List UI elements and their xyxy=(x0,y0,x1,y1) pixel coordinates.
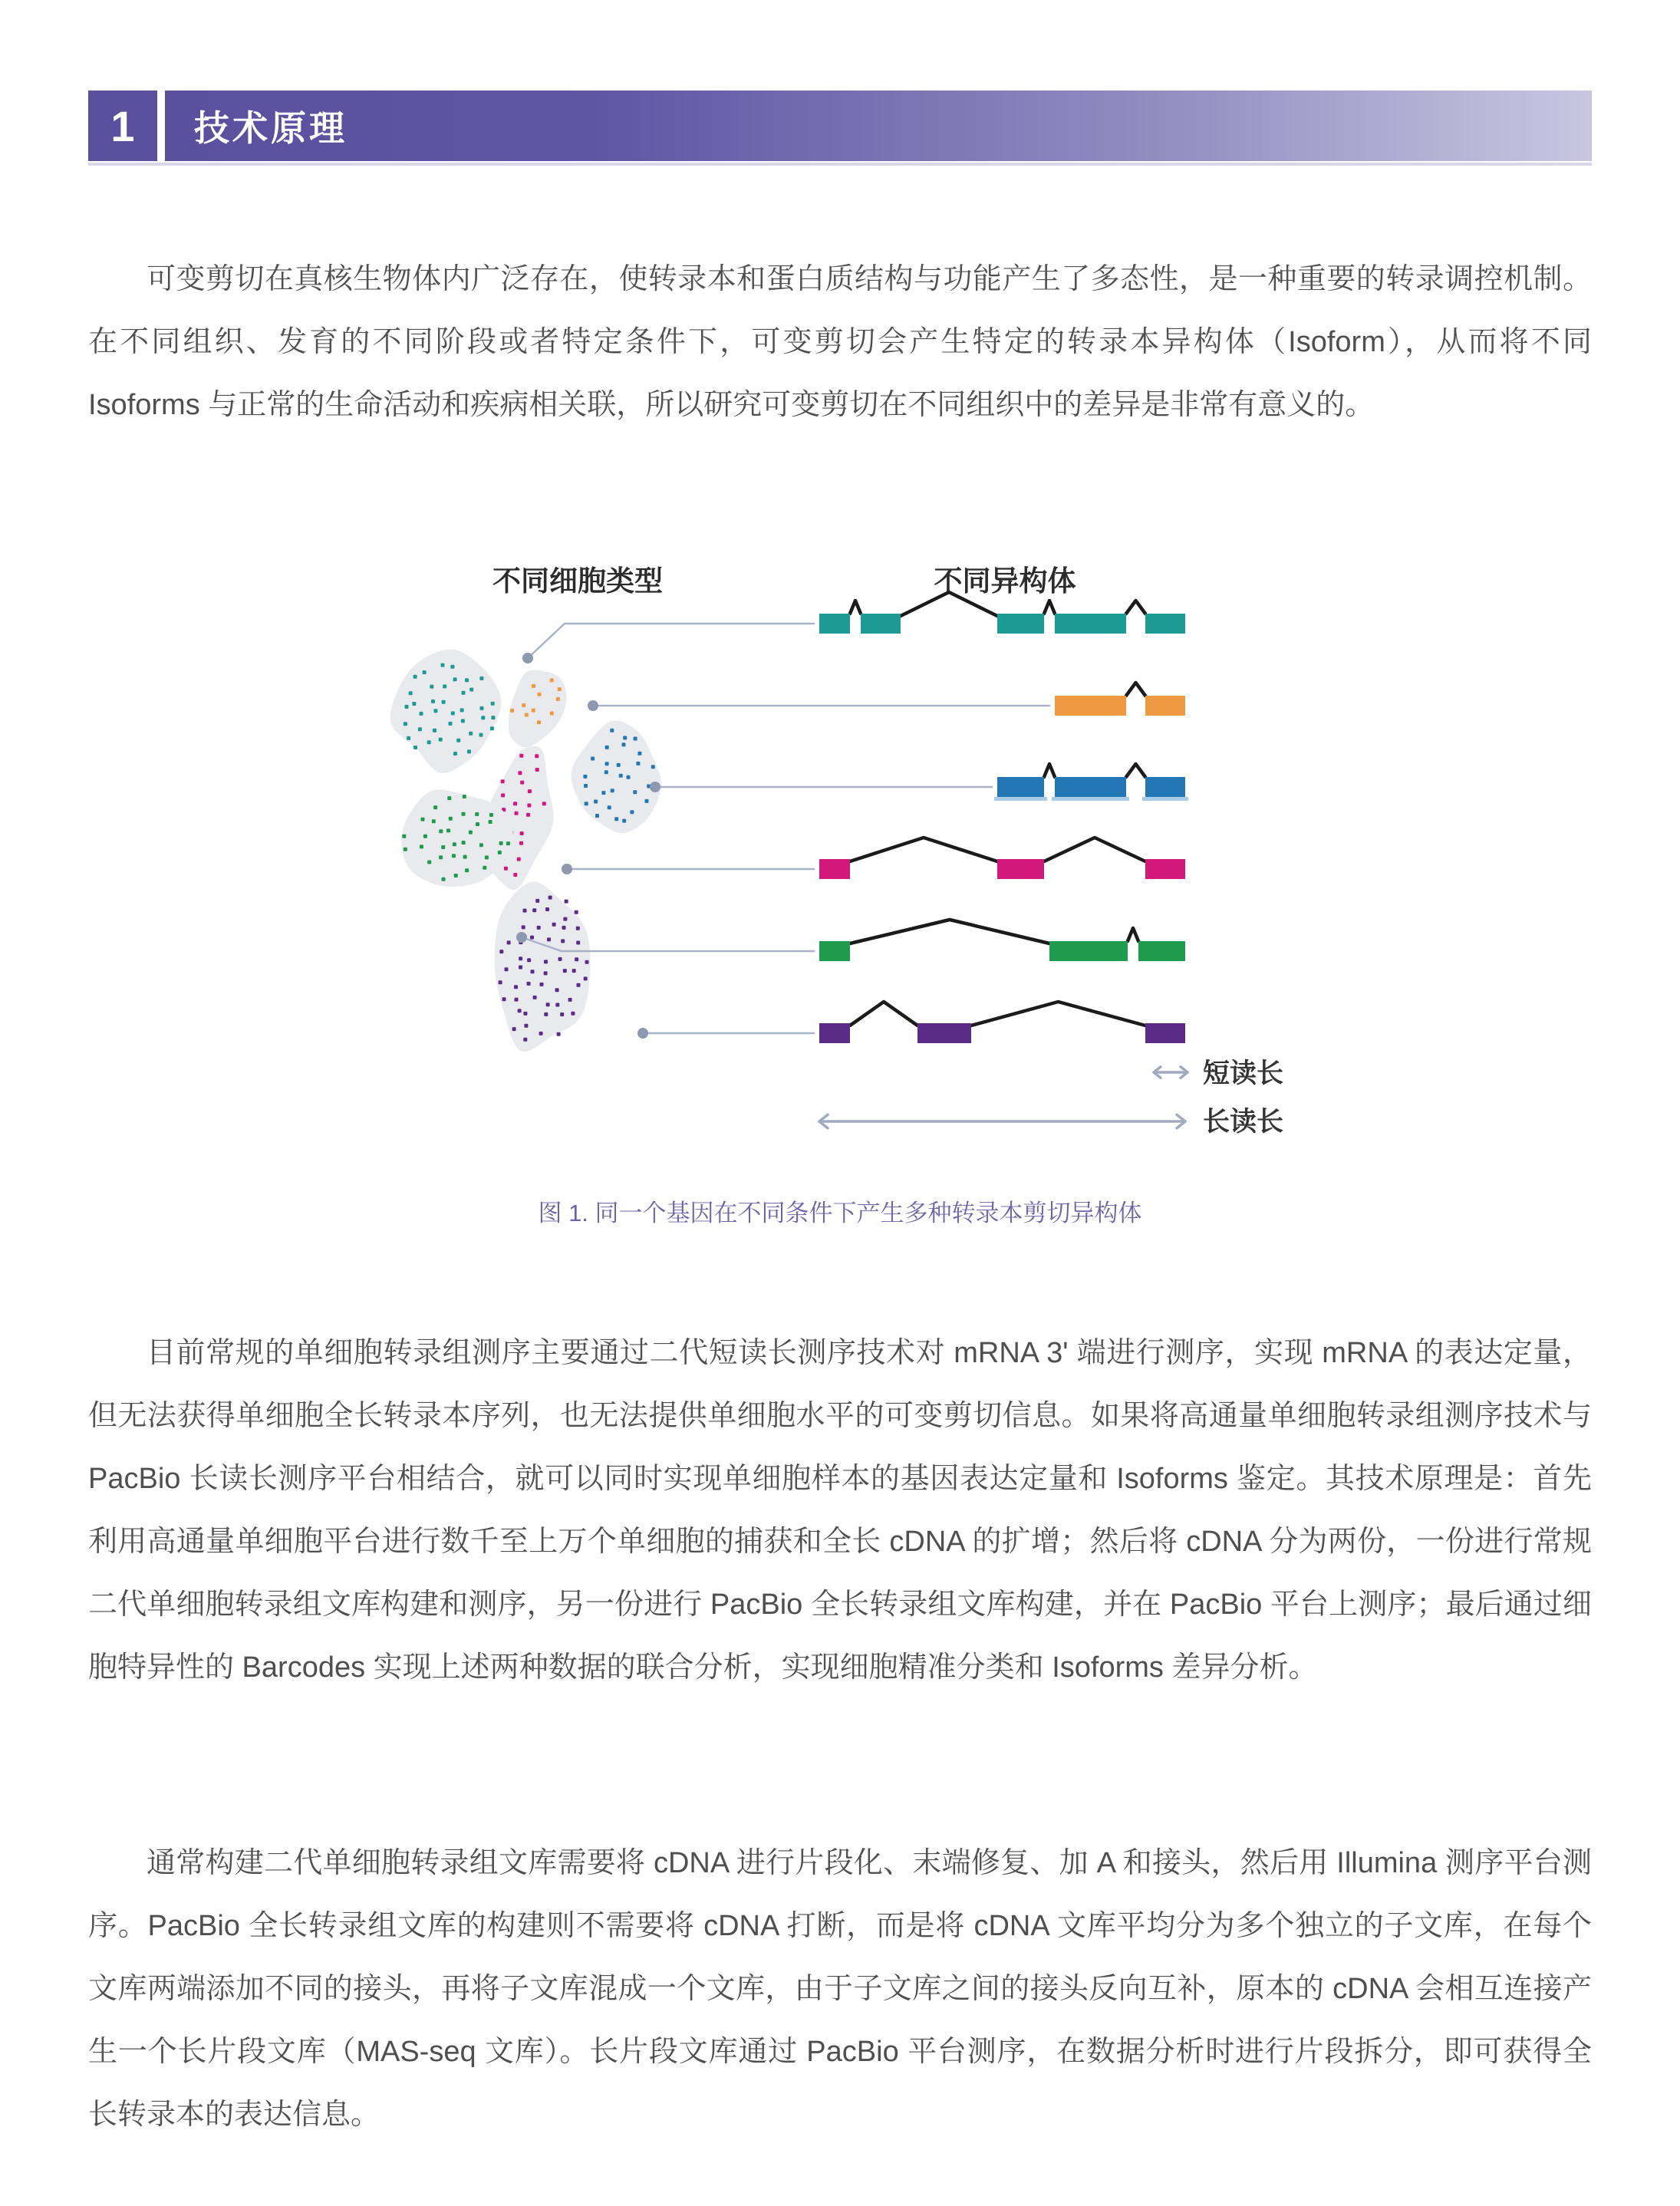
figure-1 xyxy=(338,537,1534,1151)
figure-caption: 图 1. 同一个基因在不同条件下产生多种转录本剪切异构体 xyxy=(538,1200,1142,1226)
paragraph-1: 可变剪切在真核生物体内广泛存在，使转录本和蛋白质结构与功能产生了多态性，是一种重要的转录调控机制。在不同组织、发育的不同阶段或者特定条件下，可变剪切会产生特定的转录本异构体（Isoform），从而将不同 Isoforms 与正常的生命活动和疾病相关联，所以研究可变剪切在不同组织中的差异是非常有意义的。 xyxy=(88,263,1592,421)
isoform-blue xyxy=(994,764,1188,801)
paragraph-3: 通常构建二代单细胞转录组文库需要将 cDNA 进行片段化、末端修复、加 A 和接头，然后用 Illumina 测序平台测序。PacBio 全长转录组文库的构建则不需要将 cDNA 打断，而是将 cDNA 文库平均分为多个独立的子文库，在每个文库两端添加不同的接头，再将子文库混成一个文库，由于子文库之间的接头反向互补，原本的 cDNA 会相互连接产生一个长片段文库（MAS-seq 文库）。长片段文库通过 PacBio 平台测序，在数据分析时进行片段拆分，即可获得全长转录本的表达信息。 xyxy=(88,1847,1592,2131)
connector-3 xyxy=(650,782,993,792)
connector-1 xyxy=(522,624,815,663)
figure-right-column-label: 不同异构体 xyxy=(934,565,1076,597)
cluster-teal xyxy=(390,650,502,773)
paragraph-2: 目前常规的单细胞转录组测序主要通过二代短读长测序技术对 mRNA 3' 端进行测序，实现 mRNA 的表达定量，但无法获得单细胞全长转录本序列，也无法提供单细胞水平的可变剪切信息。如果将高通量单细胞转录组测序技术与 PacBio 长读长测序平台相结合，就可以同时实现单细胞样本的基因表达定量和 Isoforms 鉴定。其技术原理是：首先利用高通量单细胞平台进行数千至上万个单细胞的捕获和全长 cDNA 的扩增；然后将 cDNA 分为两份，一份进行常规二代单细胞转录组文库构建和测序，另一份进行 PacBio 全长转录组文库构建，并在 PacBio 平台上测序；最后通过细胞特异性的 Barcodes 实现上述两种数据的联合分析，实现细胞精准分类和 Isoforms 差异分析。 xyxy=(88,1337,1592,1684)
section-title-bar xyxy=(165,91,1592,161)
header-rule xyxy=(88,163,1592,166)
isoform-green xyxy=(819,920,1185,961)
section-number: 1 xyxy=(88,91,157,161)
long-read-label: 长读长 xyxy=(1203,1107,1284,1137)
read-length-legend xyxy=(819,1067,1188,1128)
connector-6 xyxy=(637,1028,815,1039)
section-header xyxy=(88,91,1592,161)
isoform-teal xyxy=(819,592,1185,634)
isoform-tracks xyxy=(819,592,1188,1043)
cluster-orange xyxy=(509,670,567,748)
isoform-purple xyxy=(819,1002,1185,1043)
long-read-arrow-icon xyxy=(819,1115,1185,1128)
cluster-isoform-connectors xyxy=(516,624,1050,1039)
short-read-arrow-icon xyxy=(1154,1067,1188,1078)
cluster-blue xyxy=(572,720,661,833)
cluster-purple xyxy=(495,881,591,1052)
connector-2 xyxy=(588,700,1050,711)
figure-left-column-label: 不同细胞类型 xyxy=(492,565,663,597)
connector-4 xyxy=(562,864,815,874)
section-header-gap xyxy=(157,91,165,161)
isoform-orange xyxy=(1055,683,1185,716)
isoform-magenta xyxy=(819,838,1185,879)
cell-clusters xyxy=(390,650,661,1052)
short-read-label: 短读长 xyxy=(1203,1059,1284,1088)
section-title: 技术原理 xyxy=(194,108,348,148)
